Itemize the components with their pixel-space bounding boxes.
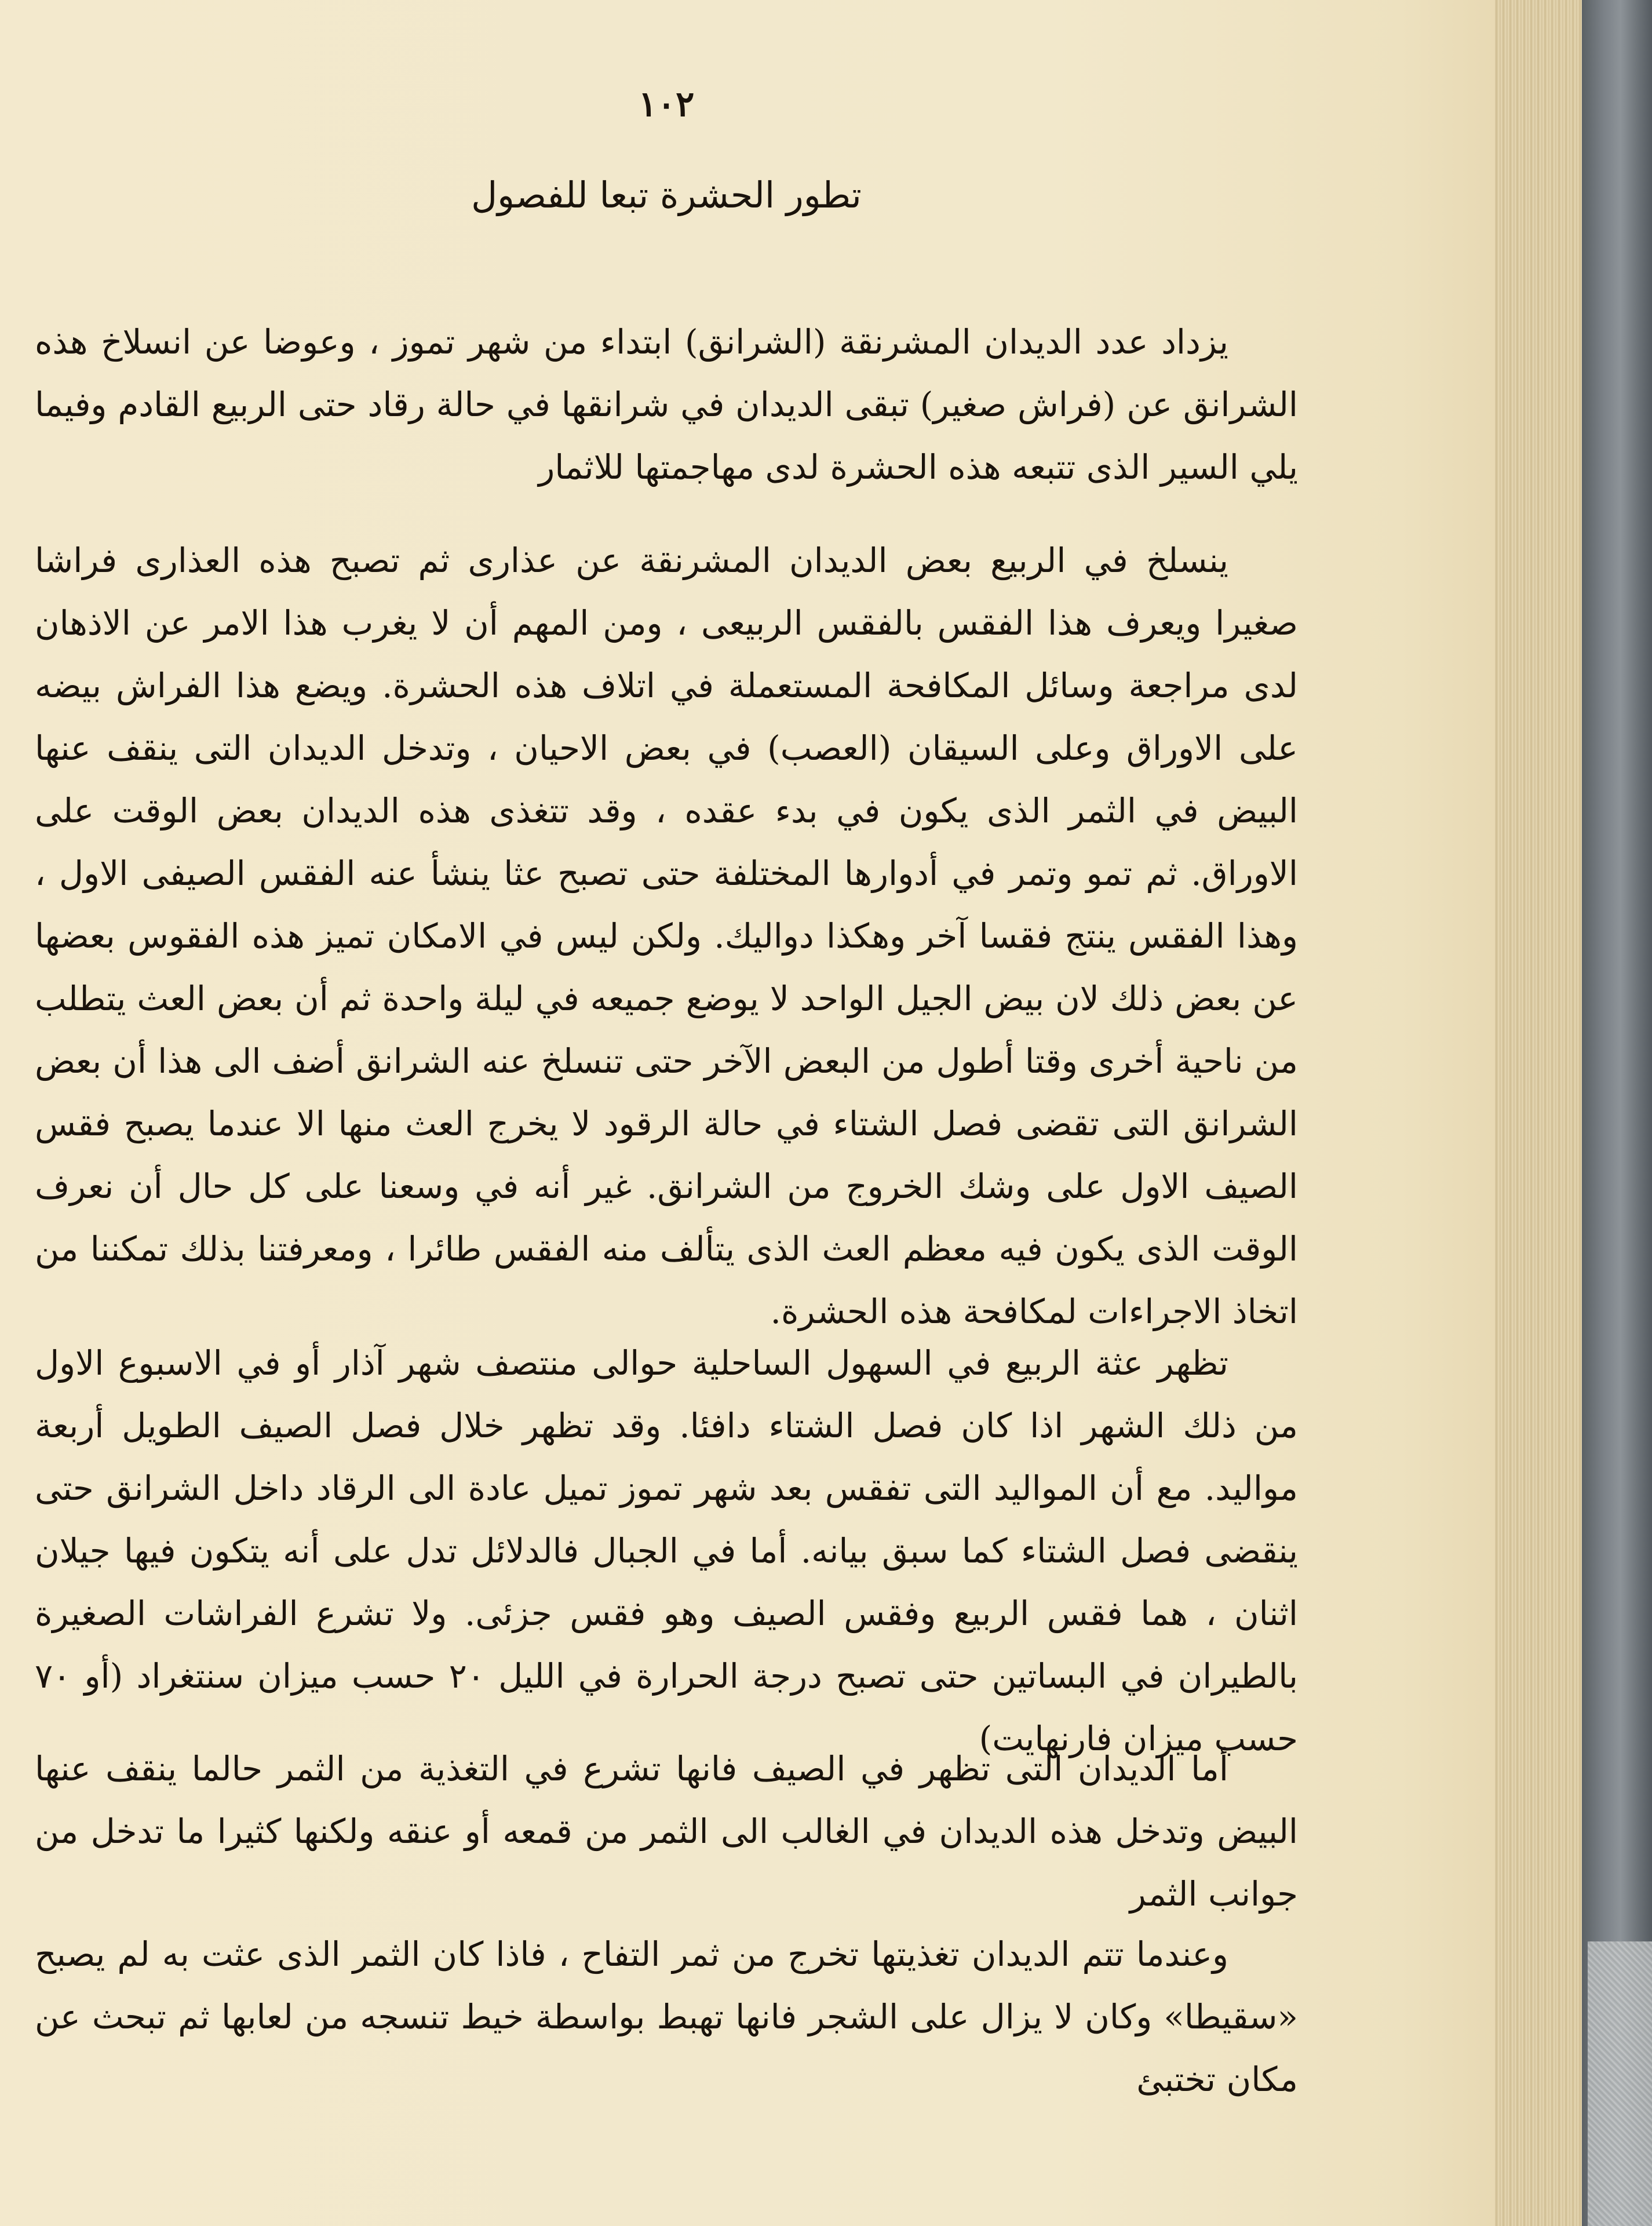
paragraph-2: ينسلخ في الربيع بعض الديدان المشرنقة عن عذارى ثم تصبح هذه العذارى فراشا صغيرا ويعرف هذا الفقس بالفقس الربيعى ، ومن المهم أن لا يغرب هذا الامر عن الاذهان لدى مراجعة وسائل المكافحة المستعملة في اتلاف هذه الحشرة. ويضع هذا الفراش بيضه على الاوراق وعلى السيقان (العصب) في بعض الاحيان ، وتدخل الديدان التى ينقف عنها البيض في الثمر الذى يكون في بدء عقده ، وقد تتغذى هذه الديدان بعض الوقت على الاوراق. ثم تمو وتمر في أدوارها المختلفة حتى تصبح عثا ينشأ عنه الفقس الصيفى الاول ، وهذا الفقس ينتج فقسا آخر وهكذا دواليك. ولكن ليس في الامكان تميز هذه الفقوس بعضها عن بعض ذلك لان بيض الجيل الواحد لا يوضع جميعه في ليلة واحدة ثم أن بعض العث يتطلب من ناحية أخرى وقتا أطول من البعض الآخر حتى تنسلخ عنه الشرانق أضف الى هذا أن بعض الشرانق التى تقضى فصل الشتاء في حالة الرقود لا يخرج العث منها الا عندما يصبح فقس الصيف الاول على وشك الخروج من الشرانق. غير أنه في وسعنا على كل حال أن نعرف الوقت الذى يكون فيه معظم العث الذى يتألف منه الفقس طائرا ، ومعرفتنا بذلك تمكننا من اتخاذ الاجراءات لمكافحة هذه الحشرة.: [35, 541, 1299, 1331]
page-number: ١٠٢: [638, 84, 695, 125]
paragraph-5: وعندما تتم الديدان تغذيتها تخرج من ثمر التفاح ، فاذا كان الثمر الذى عثت به لم يصبح «سقيطا» وكان لا يزال على الشجر فانها تهبط بواسطة خيط تنسجه من لعابها ثم تبحث عن مكان تختبئ: [35, 1934, 1298, 2099]
paragraph-1: يزداد عدد الديدان المشرنقة (الشرانق) ابتداء من شهر تموز ، وعوضا عن انسلاخ هذه الشرانق عن (فراش صغير) تبقى الديدان في شرانقها في حالة رقاد حتى الربيع القادم وفيما يلي السير الذى تتبعه هذه الحشرة لدى مهاجمتها للاثمار: [35, 322, 1298, 487]
page-title: تطور الحشرة تبعا للفصول: [471, 174, 862, 216]
page-fore-edge: [1495, 0, 1582, 2226]
paragraph-4: أما الديدان التى تظهر في الصيف فانها تشرع في التغذية من الثمر حالما ينقف عنها البيض وتدخل هذه الديدان في الغالب الى الثمر من قمعه أو عنقه ولكنها كثيرا ما تدخل من جوانب الثمر: [35, 1749, 1298, 1914]
cloth-backdrop: [1588, 1941, 1652, 2226]
book-cover-edge: [1582, 0, 1652, 2226]
paragraph-3: تظهر عثة الربيع في السهول الساحلية حوالى منتصف شهر آذار أو في الاسبوع الاول من ذلك الشهر اذا كان فصل الشتاء دافئا. وقد تظهر خلال فصل الصيف الطويل أربعة مواليد. مع أن المواليد التى تفقس بعد شهر تموز تميل عادة الى الرقاد داخل الشرانق حتى ينقضى فصل الشتاء كما سبق بيانه. أما في الجبال فالدلائل تدل على أنه يتكون فيها جيلان اثنان ، هما فقس الربيع وفقس الصيف وهو فقس جزئى. ولا تشرع الفراشات الصغيرة بالطيران في البساتين حتى تصبح درجة الحرارة في الليل ٢٠ حسب ميزان سنتغراد (أو ٧٠ حسب ميزان فارنهايت): [35, 1343, 1298, 1758]
